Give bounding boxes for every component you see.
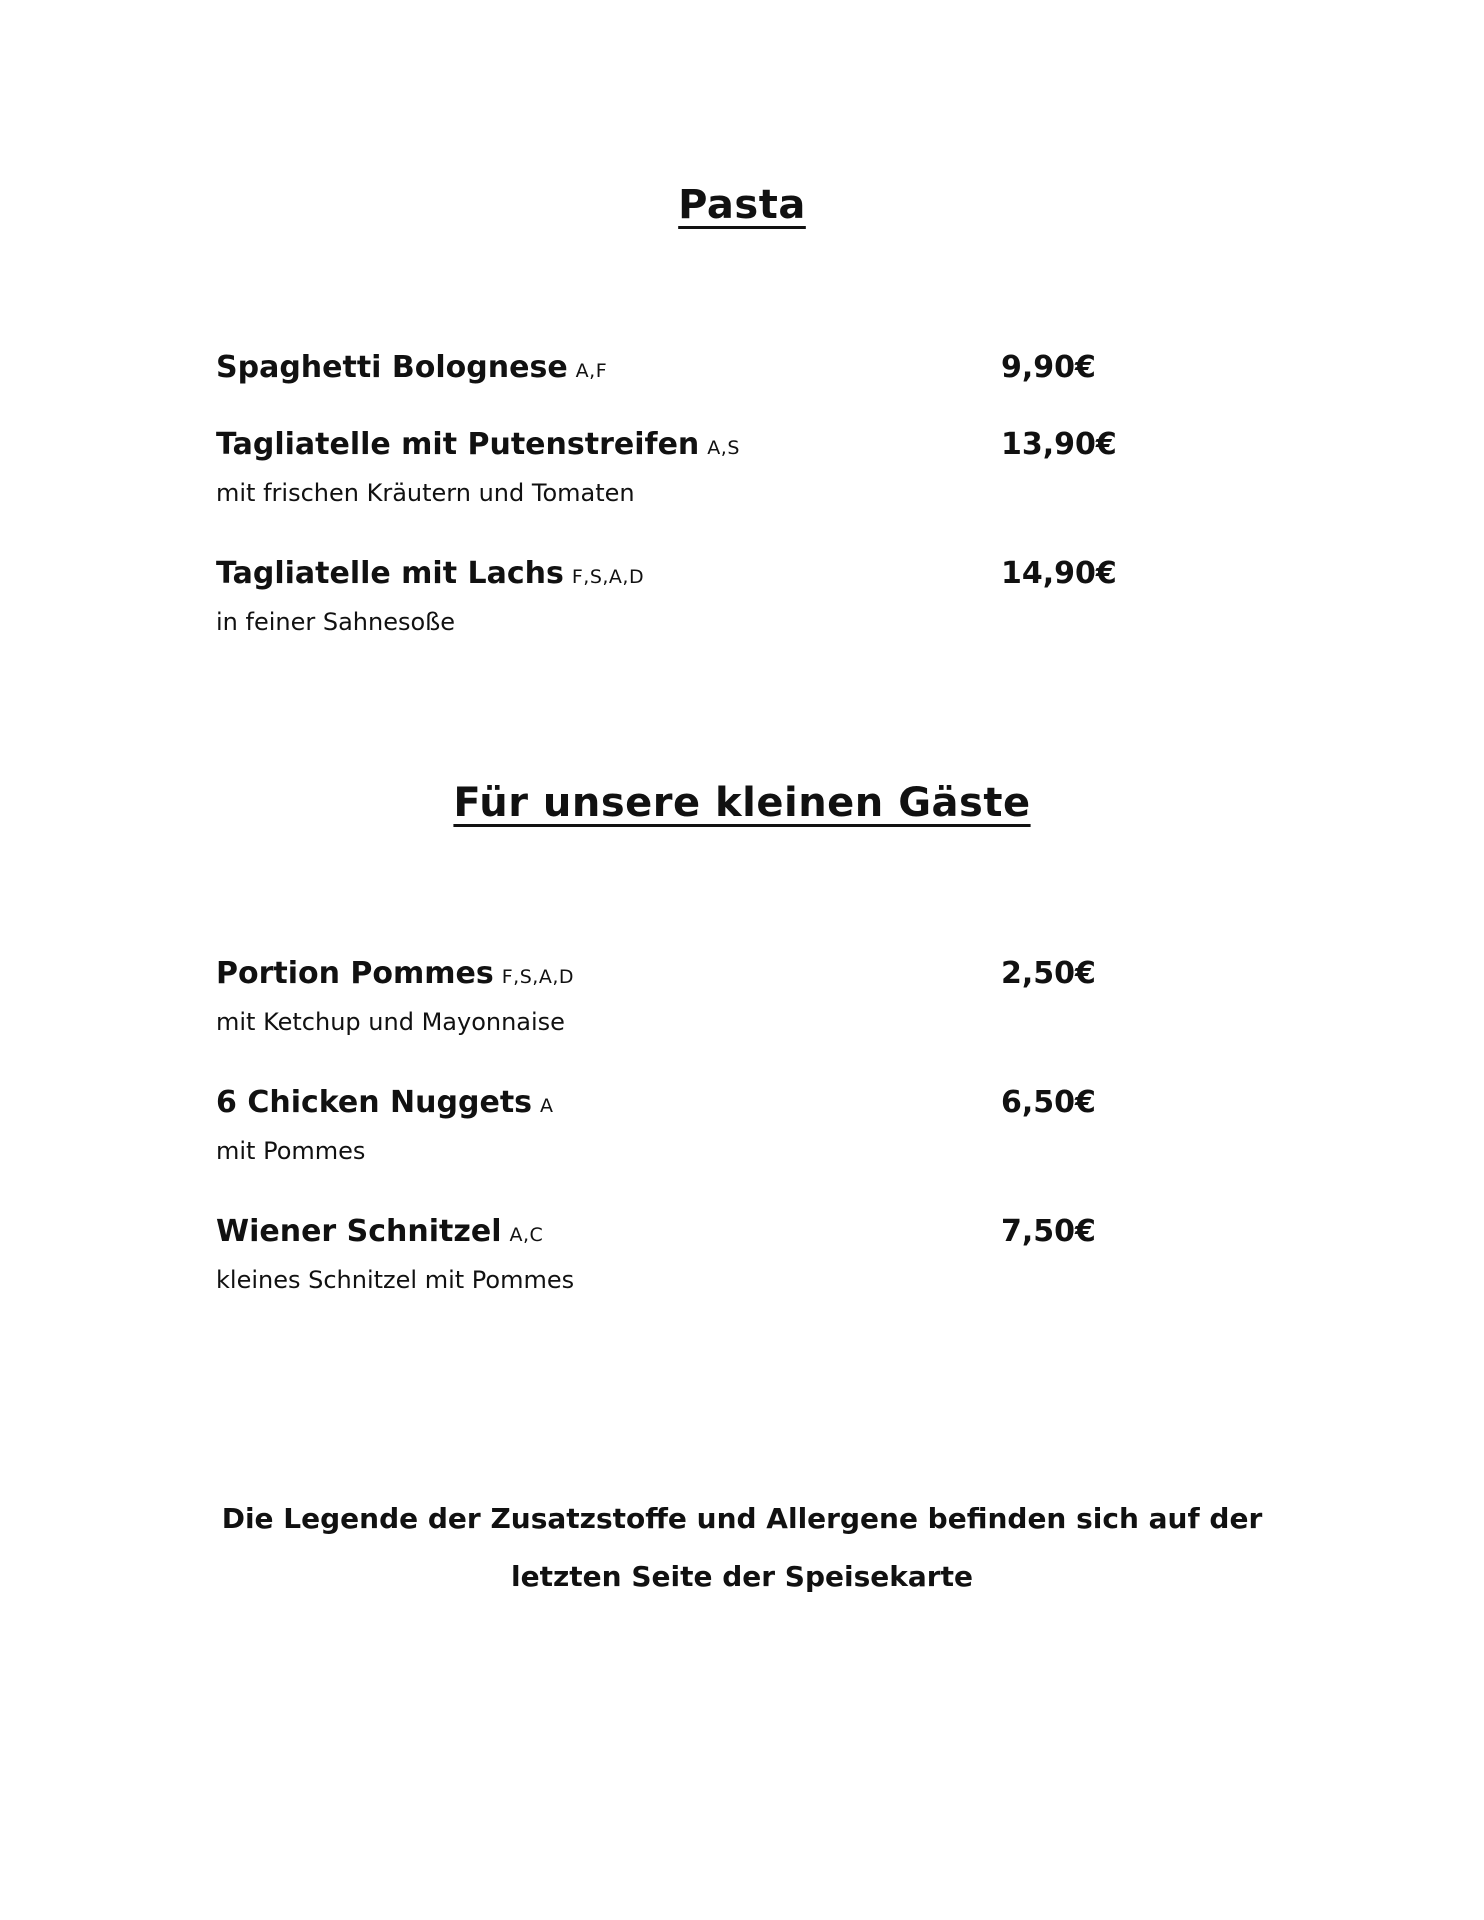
- item-price: 13,90€: [1001, 427, 1117, 462]
- allergen-codes: A: [540, 1095, 554, 1117]
- item-name: Tagliatelle mit Putenstreifen A,S: [216, 427, 740, 462]
- allergen-codes: F,S,A,D: [571, 566, 645, 588]
- item-name: 6 Chicken Nuggets A: [216, 1085, 554, 1120]
- item-price: 6,50€: [1001, 1085, 1096, 1120]
- item-price: 14,90€: [1001, 556, 1117, 591]
- item-price: 7,50€: [1001, 1214, 1096, 1249]
- menu-item: [216, 1214, 1136, 1304]
- item-price: 2,50€: [1001, 956, 1096, 991]
- section-title-kids: Für unsere kleinen Gäste: [453, 780, 1031, 826]
- menu-item: [216, 427, 1136, 517]
- item-name: Wiener Schnitzel A,C: [216, 1214, 544, 1249]
- item-description: mit Ketchup und Mayonnaise: [216, 1008, 565, 1036]
- item-description: in feiner Sahnesoße: [216, 608, 456, 636]
- item-description: mit Pommes: [216, 1137, 366, 1165]
- allergen-codes: A,S: [707, 437, 740, 459]
- menu-item: [216, 556, 1136, 646]
- allergen-codes: A,F: [575, 360, 608, 382]
- menu-item: [216, 956, 1136, 1046]
- item-name: Spaghetti Bolognese A,F: [216, 350, 608, 385]
- item-price: 9,90€: [1001, 350, 1096, 385]
- item-name: Tagliatelle mit Lachs F,S,A,D: [216, 556, 645, 591]
- allergen-codes: F,S,A,D: [501, 966, 574, 988]
- item-name: Portion Pommes F,S,A,D: [216, 956, 574, 991]
- legend-line-1: Die Legende der Zusatzstoffe und Allergene befinden sich auf der: [221, 1502, 1263, 1535]
- menu-item: [216, 1085, 1136, 1175]
- allergen-legend-note: [0, 1490, 1484, 1606]
- item-description: mit frischen Kräutern und Tomaten: [216, 479, 635, 507]
- section-title-pasta: Pasta: [678, 182, 806, 228]
- allergen-codes: A,C: [509, 1224, 544, 1246]
- legend-line-2: letzten Seite der Speisekarte: [511, 1560, 973, 1593]
- item-description: kleines Schnitzel mit Pommes: [216, 1266, 575, 1294]
